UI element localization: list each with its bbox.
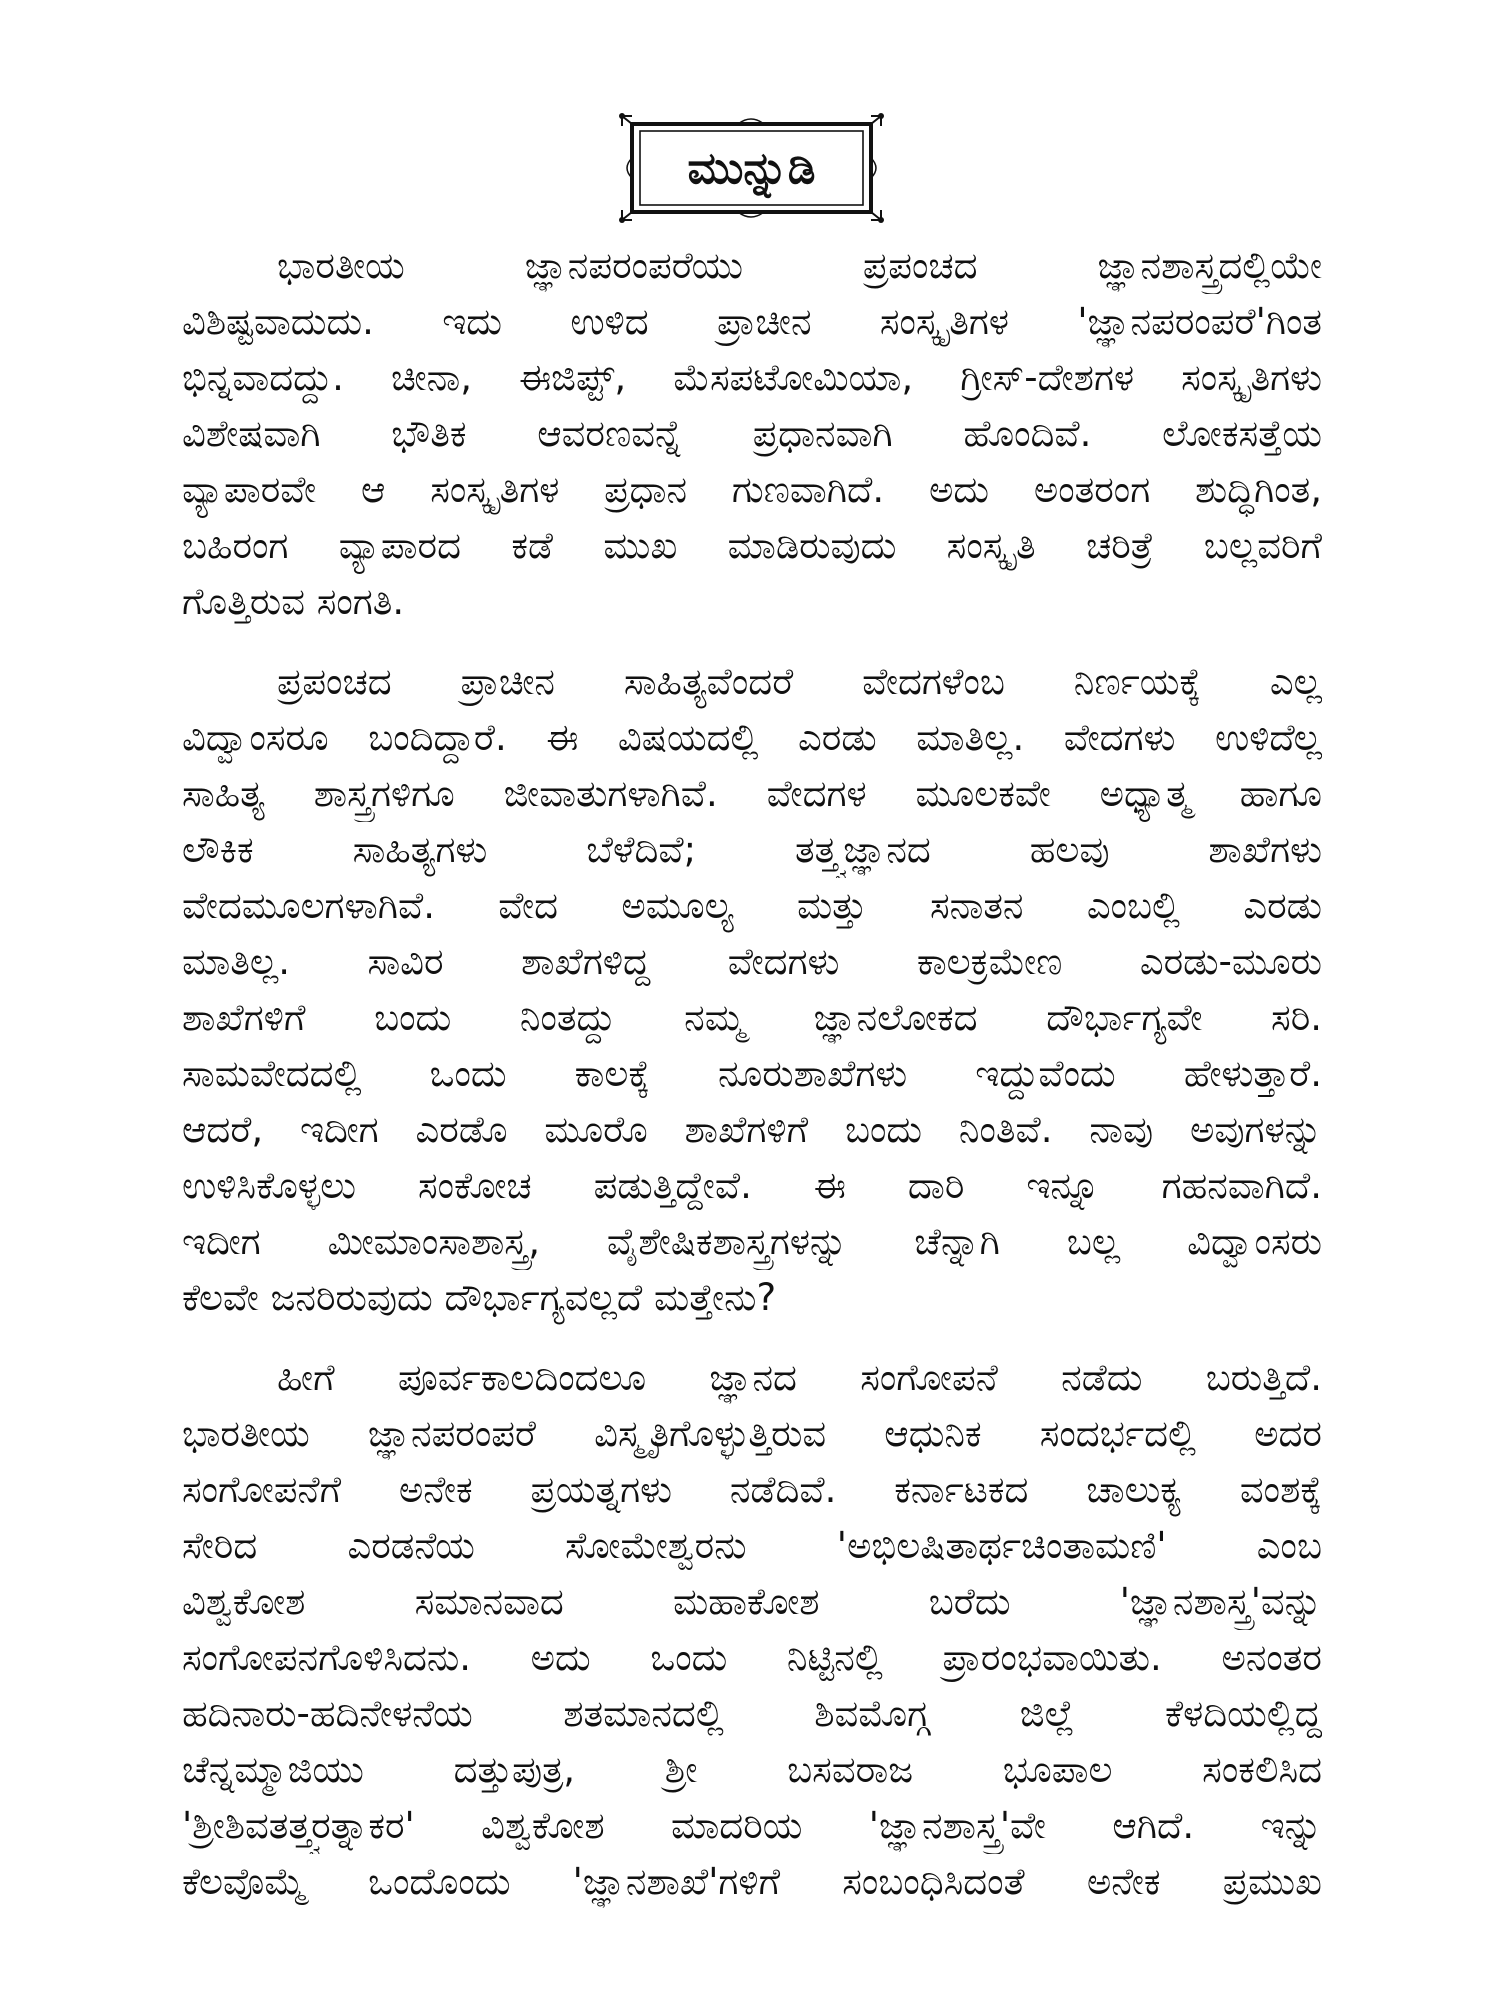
title-frame (618, 112, 885, 224)
page-title: ಮುನ್ನುಡಿ (687, 142, 816, 194)
text-line: ಬಹಿರಂಗ ವ್ಯಾಪಾರದ ಕಡೆ ಮುಖ ಮಾಡಿರುವುದು ಸಂಸ್ಕೃತಿ ಚರಿತ್ರೆ ಬಲ್ಲವರಿಗೆ (182, 524, 1322, 567)
text-line: ಶಾಖೆಗಳಿಗೆ ಬಂದು ನಿಂತದ್ದು ನಮ್ಮ ಜ್ಞಾನಲೋಕದ ದೌರ್ಭಾಗ್ಯವೇ ಸರಿ. (182, 996, 1322, 1039)
paragraph-3 (182, 1350, 1322, 1910)
text-line: ಮಾತಿಲ್ಲ. ಸಾವಿರ ಶಾಖೆಗಳಿದ್ದ ವೇದಗಳು ಕಾಲಕ್ರಮೇಣ ಎರಡು-ಮೂರು (182, 940, 1322, 983)
text-line: ಭಾರತೀಯ ಜ್ಞಾನಪರಂಪರೆಯು ಪ್ರಪಂಚದ ಜ್ಞಾನಶಾಸ್ತ್ರದಲ್ಲಿಯೇ (277, 244, 1322, 287)
text-line: ಭಿನ್ನವಾದದ್ದು. ಚೀನಾ, ಈಜಿಪ್ಟ್, ಮೆಸಪಟೋಮಿಯಾ, ಗ್ರೀಸ್-ದೇಶಗಳ ಸಂಸ್ಕೃತಿಗಳು (182, 356, 1322, 399)
text-line: ಸಂಗೋಪನಗೊಳಿಸಿದನು. ಅದು ಒಂದು ನಿಟ್ಟಿನಲ್ಲಿ ಪ್ರಾರಂಭವಾಯಿತು. ಅನಂತರ (182, 1636, 1322, 1679)
text-line: ವೇದಮೂಲಗಳಾಗಿವೆ. ವೇದ ಅಮೂಲ್ಯ ಮತ್ತು ಸನಾತನ ಎಂಬಲ್ಲಿ ಎರಡು (182, 884, 1322, 927)
text-line: ವಿಶಿಷ್ಟವಾದುದು. ಇದು ಉಳಿದ ಪ್ರಾಚೀನ ಸಂಸ್ಕೃತಿಗಳ 'ಜ್ಞಾನಪರಂಪರೆ'ಗಿಂತ (182, 300, 1322, 343)
paragraph-2 (182, 654, 1322, 1326)
text-line: ಚೆನ್ನಮ್ಮಾಜಿಯು ದತ್ತುಪುತ್ರ, ಶ್ರೀ ಬಸವರಾಜ ಭೂಪಾಲ ಸಂಕಲಿಸಿದ (182, 1748, 1322, 1791)
body-text (182, 238, 1322, 1958)
text-line: ಗೊತ್ತಿರುವ ಸಂಗತಿ. (182, 580, 405, 623)
text-line: 'ಶ್ರೀಶಿವತತ್ತ್ವರತ್ನಾಕರ' ವಿಶ್ವಕೋಶ ಮಾದರಿಯ 'ಜ್ಞಾನಶಾಸ್ತ್ರ'ವೇ ಆಗಿದೆ. ಇನ್ನು (182, 1804, 1322, 1847)
text-line: ವಿದ್ವಾಂಸರೂ ಬಂದಿದ್ದಾರೆ. ಈ ವಿಷಯದಲ್ಲಿ ಎರಡು ಮಾತಿಲ್ಲ. ವೇದಗಳು ಉಳಿದೆಲ್ಲ (182, 716, 1322, 759)
paragraph-1 (182, 238, 1322, 630)
text-line: ಪ್ರಪಂಚದ ಪ್ರಾಚೀನ ಸಾಹಿತ್ಯವೆಂದರೆ ವೇದಗಳೆಂಬ ನಿರ್ಣಯಕ್ಕೆ ಎಲ್ಲ (277, 660, 1322, 703)
text-line: ಇದೀಗ ಮೀಮಾಂಸಾಶಾಸ್ತ್ರ, ವೈಶೇಷಿಕಶಾಸ್ತ್ರಗಳನ್ನು ಚೆನ್ನಾಗಿ ಬಲ್ಲ ವಿದ್ವಾಂಸರು (182, 1220, 1322, 1263)
text-line: ಸಾಮವೇದದಲ್ಲಿ ಒಂದು ಕಾಲಕ್ಕೆ ನೂರುಶಾಖೆಗಳು ಇದ್ದುವೆಂದು ಹೇಳುತ್ತಾರೆ. (182, 1052, 1322, 1095)
text-line: ಆದರೆ, ಇದೀಗ ಎರಡೊ ಮೂರೊ ಶಾಖೆಗಳಿಗೆ ಬಂದು ನಿಂತಿವೆ. ನಾವು ಅವುಗಳನ್ನು (182, 1108, 1322, 1151)
text-line: ಹೀಗೆ ಪೂರ್ವಕಾಲದಿಂದಲೂ ಜ್ಞಾನದ ಸಂಗೋಪನೆ ನಡೆದು ಬರುತ್ತಿದೆ. (277, 1356, 1322, 1399)
text-line: ಸಾಹಿತ್ಯ ಶಾಸ್ತ್ರಗಳಿಗೂ ಜೀವಾತುಗಳಾಗಿವೆ. ವೇದಗಳ ಮೂಲಕವೇ ಅಧ್ಯಾತ್ಮ ಹಾಗೂ (182, 772, 1322, 815)
text-line: ಕೆಲವೇ ಜನರಿರುವುದು ದೌರ್ಭಾಗ್ಯವಲ್ಲದೆ ಮತ್ತೇನು? (182, 1276, 777, 1319)
text-line: ವಿಶೇಷವಾಗಿ ಭೌತಿಕ ಆವರಣವನ್ನೆ ಪ್ರಧಾನವಾಗಿ ಹೊಂದಿವೆ. ಲೋಕಸತ್ತೆಯ (182, 412, 1322, 455)
text-line: ಸೇರಿದ ಎರಡನೆಯ ಸೋಮೇಶ್ವರನು 'ಅಭಿಲಷಿತಾರ್ಥಚಿಂತಾಮಣಿ' ಎಂಬ (182, 1524, 1322, 1567)
text-line: ಭಾರತೀಯ ಜ್ಞಾನಪರಂಪರೆ ವಿಸ್ಮೃತಿಗೊಳ್ಳುತ್ತಿರುವ ಆಧುನಿಕ ಸಂದರ್ಭದಲ್ಲಿ ಅದರ (182, 1412, 1322, 1455)
text-line: ವ್ಯಾಪಾರವೇ ಆ ಸಂಸ್ಕೃತಿಗಳ ಪ್ರಧಾನ ಗುಣವಾಗಿದೆ. ಅದು ಅಂತರಂಗ ಶುದ್ಧಿಗಿಂತ, (182, 468, 1322, 511)
text-line: ಲೌಕಿಕ ಸಾಹಿತ್ಯಗಳು ಬೆಳೆದಿವೆ; ತತ್ತ್ವಜ್ಞಾನದ ಹಲವು ಶಾಖೆಗಳು (182, 828, 1322, 871)
text-line: ಸಂಗೋಪನೆಗೆ ಅನೇಕ ಪ್ರಯತ್ನಗಳು ನಡೆದಿವೆ. ಕರ್ನಾಟಕದ ಚಾಲುಕ್ಯ ವಂಶಕ್ಕೆ (182, 1468, 1322, 1511)
text-line: ವಿಶ್ವಕೋಶ ಸಮಾನವಾದ ಮಹಾಕೋಶ ಬರೆದು 'ಜ್ಞಾನಶಾಸ್ತ್ರ'ವನ್ನು (182, 1580, 1322, 1623)
text-line: ಹದಿನಾರು-ಹದಿನೇಳನೆಯ ಶತಮಾನದಲ್ಲಿ ಶಿವಮೊಗ್ಗ ಜಿಲ್ಲೆ ಕೆಳದಿಯಲ್ಲಿದ್ದ (182, 1692, 1322, 1735)
text-line: ಉಳಿಸಿಕೊಳ್ಳಲು ಸಂಕೋಚ ಪಡುತ್ತಿದ್ದೇವೆ. ಈ ದಾರಿ ಇನ್ನೂ ಗಹನವಾಗಿದೆ. (182, 1164, 1322, 1207)
text-line: ಕೆಲವೊಮ್ಮೆ ಒಂದೊಂದು 'ಜ್ಞಾನಶಾಖೆ'ಗಳಿಗೆ ಸಂಬಂಧಿಸಿದಂತೆ ಅನೇಕ ಪ್ರಮುಖ (182, 1860, 1322, 1903)
